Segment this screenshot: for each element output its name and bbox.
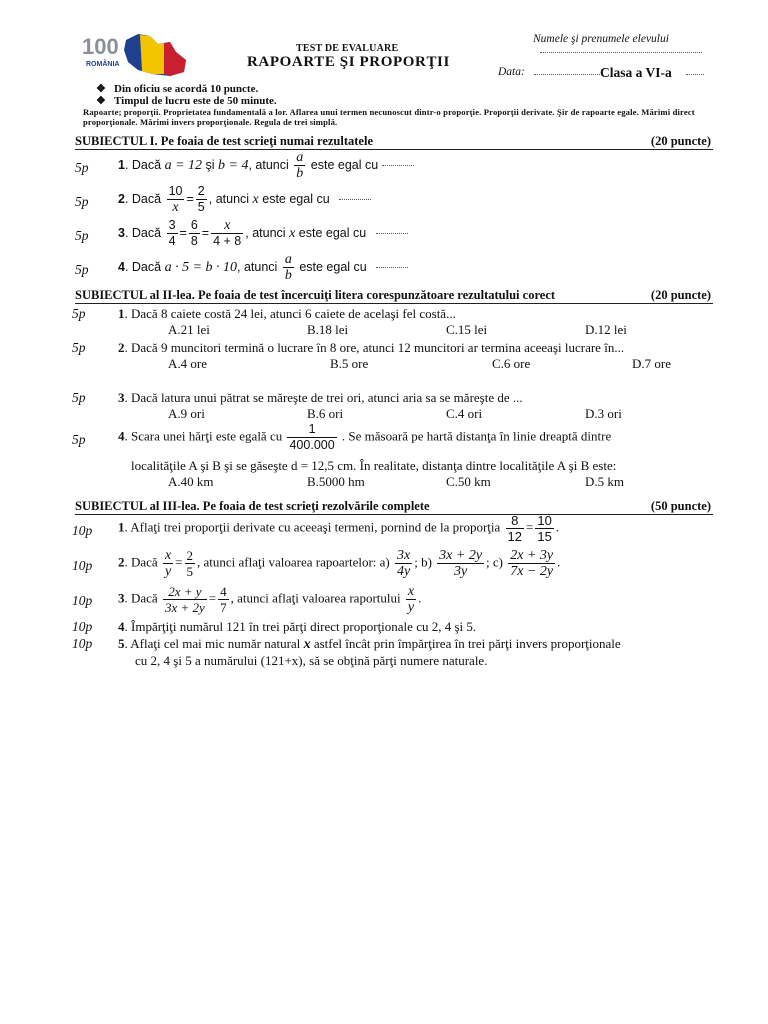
answer-option[interactable]: C.15 lei bbox=[446, 322, 488, 337]
question-points: 5p bbox=[72, 390, 86, 405]
question-points: 5p bbox=[72, 432, 86, 447]
bullet-item: ❖ Din oficiu se acordă 10 puncte. bbox=[96, 83, 259, 95]
diamond-bullet-icon: ❖ bbox=[96, 95, 106, 107]
answer-option[interactable]: D.7 ore bbox=[632, 356, 671, 371]
s3-question-5-line2: cu 2, 4 şi 5 a numărului (121+x), să se obţină părţi numere naturale. bbox=[135, 653, 488, 668]
section-2-header bbox=[75, 288, 713, 304]
test-label: TEST DE EVALUARE bbox=[296, 43, 399, 54]
answer-blank[interactable] bbox=[376, 267, 408, 268]
answer-option[interactable]: A.21 lei bbox=[168, 322, 210, 337]
section-3-points: (50 puncte) bbox=[650, 499, 711, 513]
question-points: 5p bbox=[75, 194, 89, 209]
question-points: 10p bbox=[72, 619, 93, 634]
question-points: 10p bbox=[72, 636, 93, 651]
student-name-label: Numele şi prenumele elevului bbox=[533, 33, 669, 45]
section-1-header bbox=[75, 134, 713, 150]
s3-question-3: 3. Dacă $\frac{2x + y}{3x + 2y}$ = $\frac{4}{7}$ , atunci aflaţi valoarea raportului $\frac{x}{y}$ . bbox=[118, 584, 422, 615]
page-title: RAPOARTE ŞI PROPORŢII bbox=[247, 54, 450, 70]
question-points: 5p bbox=[75, 228, 89, 243]
date-field[interactable] bbox=[534, 74, 600, 75]
svg-text:100: 100 bbox=[82, 34, 119, 59]
student-name-field[interactable] bbox=[540, 52, 702, 53]
s2-question-4: 4. Scara unei hărţi este egală cu $\frac{1}{400.000}$ . Se măsoară pe hartă distanţa în linie dreaptă dintre bbox=[118, 422, 612, 452]
answer-option[interactable]: C.6 ore bbox=[492, 356, 531, 371]
section-2-points: (20 puncte) bbox=[650, 288, 711, 302]
s1-question-4: 4. Dacă a · 5 = b · 10, atunci $\frac{a}{b}$ este egal cu bbox=[118, 252, 408, 283]
answer-option[interactable]: B.5000 hm bbox=[307, 474, 365, 489]
question-points: 10p bbox=[72, 523, 93, 538]
class-field[interactable] bbox=[686, 74, 704, 75]
answer-option[interactable]: A.40 km bbox=[168, 474, 214, 489]
answer-option[interactable]: B.5 ore bbox=[330, 356, 369, 371]
s3-question-1: 1. Aflaţi trei proporţii derivate cu aceeaşi termeni, pornind de la proporţia $\frac{8}{12}$ = $\frac{10}{15}$ . bbox=[118, 513, 560, 544]
answer-option[interactable]: A.9 ori bbox=[168, 406, 205, 421]
answer-option[interactable]: C.4 ori bbox=[446, 406, 483, 421]
section-3-title: SUBIECTUL al III-lea. Pe foaia de test scrieţi rezolvările complete bbox=[75, 499, 430, 513]
question-points: 5p bbox=[72, 340, 86, 355]
answer-option[interactable]: B.6 ori bbox=[307, 406, 344, 421]
romania-centenary-logo bbox=[78, 30, 198, 78]
s2-question-2: 2. Dacă 9 muncitori termină o lucrare în 8 ore, atunci 12 muncitori ar termina aceeaşi lucrare în... bbox=[118, 340, 625, 355]
section-1-title: SUBIECTUL I. Pe foaia de test scrieţi numai rezultatele bbox=[75, 134, 373, 148]
question-points: 5p bbox=[72, 306, 86, 321]
question-points: 5p bbox=[75, 160, 89, 175]
answer-option[interactable]: D.12 lei bbox=[585, 322, 627, 337]
section-2-title: SUBIECTUL al II-lea. Pe foaia de test încercuiţi litera corespunzătoare rezultatului corect bbox=[75, 288, 556, 302]
s1-question-1: 1. Dacă a = 12 şi b = 4, atunci $\frac{a}{b}$ este egal cu bbox=[118, 150, 414, 181]
question-points: 5p bbox=[75, 262, 89, 277]
answer-option[interactable]: B.18 lei bbox=[307, 322, 349, 337]
bullet-item: ❖ Timpul de lucru este de 50 minute. bbox=[96, 95, 277, 107]
svg-text:ROMÂNIA: ROMÂNIA bbox=[86, 61, 120, 68]
answer-option[interactable]: D.5 km bbox=[585, 474, 624, 489]
answer-blank[interactable] bbox=[376, 233, 408, 234]
s1-question-3: 3. Dacă $\frac{3}{4}$ = $\frac{6}{8}$ = $\frac{x}{4 + 8}$ , atunci x este egal cu bbox=[118, 218, 408, 249]
s3-question-4: 4. Împărţiţi numărul 121 în trei părţi direct proporţionale cu 2, 4 şi 5. bbox=[118, 619, 477, 634]
s3-question-2: 2. Dacă $\frac{x}{y}$ = $\frac{2}{5}$ , atunci aflaţi valoarea rapoartelor: a) $\frac{3x}{4y}$ ; b) $\frac{3x + 2y}{3y}$ ; c) $\frac{2x + 3y}{7x - 2y}$ . bbox=[118, 548, 561, 579]
answer-blank[interactable] bbox=[382, 165, 414, 166]
section-1-points: (20 puncte) bbox=[650, 134, 711, 148]
s2-question-4-line2: localităţile A şi B şi se găseşte d = 12,5 cm. În realitate, distanţa dintre localităţile A şi B este: bbox=[131, 458, 617, 473]
date-label: Data: bbox=[498, 66, 525, 78]
question-points: 10p bbox=[72, 558, 93, 573]
class-label: Clasa a VI-a bbox=[600, 65, 672, 80]
diamond-bullet-icon: ❖ bbox=[96, 83, 106, 95]
s2-question-3: 3. Dacă latura unui pătrat se măreşte de trei ori, atunci aria sa se măreşte de ... bbox=[118, 390, 523, 405]
answer-option[interactable]: C.50 km bbox=[446, 474, 491, 489]
s2-question-1: 1. Dacă 8 caiete costă 24 lei, atunci 6 caiete de acelaşi fel costă... bbox=[118, 306, 456, 321]
answer-blank[interactable] bbox=[339, 199, 371, 200]
s3-question-5: 5. Aflaţi cel mai mic număr natural x astfel încât prin împărţirea în trei părţi invers proporţionale bbox=[118, 636, 621, 652]
s1-question-2: 2. Dacă $\frac{10}{x}$ = $\frac{2}{5}$ , atunci x este egal cu bbox=[118, 184, 371, 215]
answer-option[interactable]: D.3 ori bbox=[585, 406, 622, 421]
answer-option[interactable]: A.4 ore bbox=[168, 356, 207, 371]
topics-text: Rapoarte; proporţii. Proprietatea fundamentală a lor. Aflarea unui termen necunoscut dintr-o proporţie. Proporţii derivate. Şir de rapoarte egale. Mărimi direct proporţionale. Mărimi invers proporţionale. Regula de trei simplă. bbox=[83, 107, 695, 127]
question-points: 10p bbox=[72, 593, 93, 608]
